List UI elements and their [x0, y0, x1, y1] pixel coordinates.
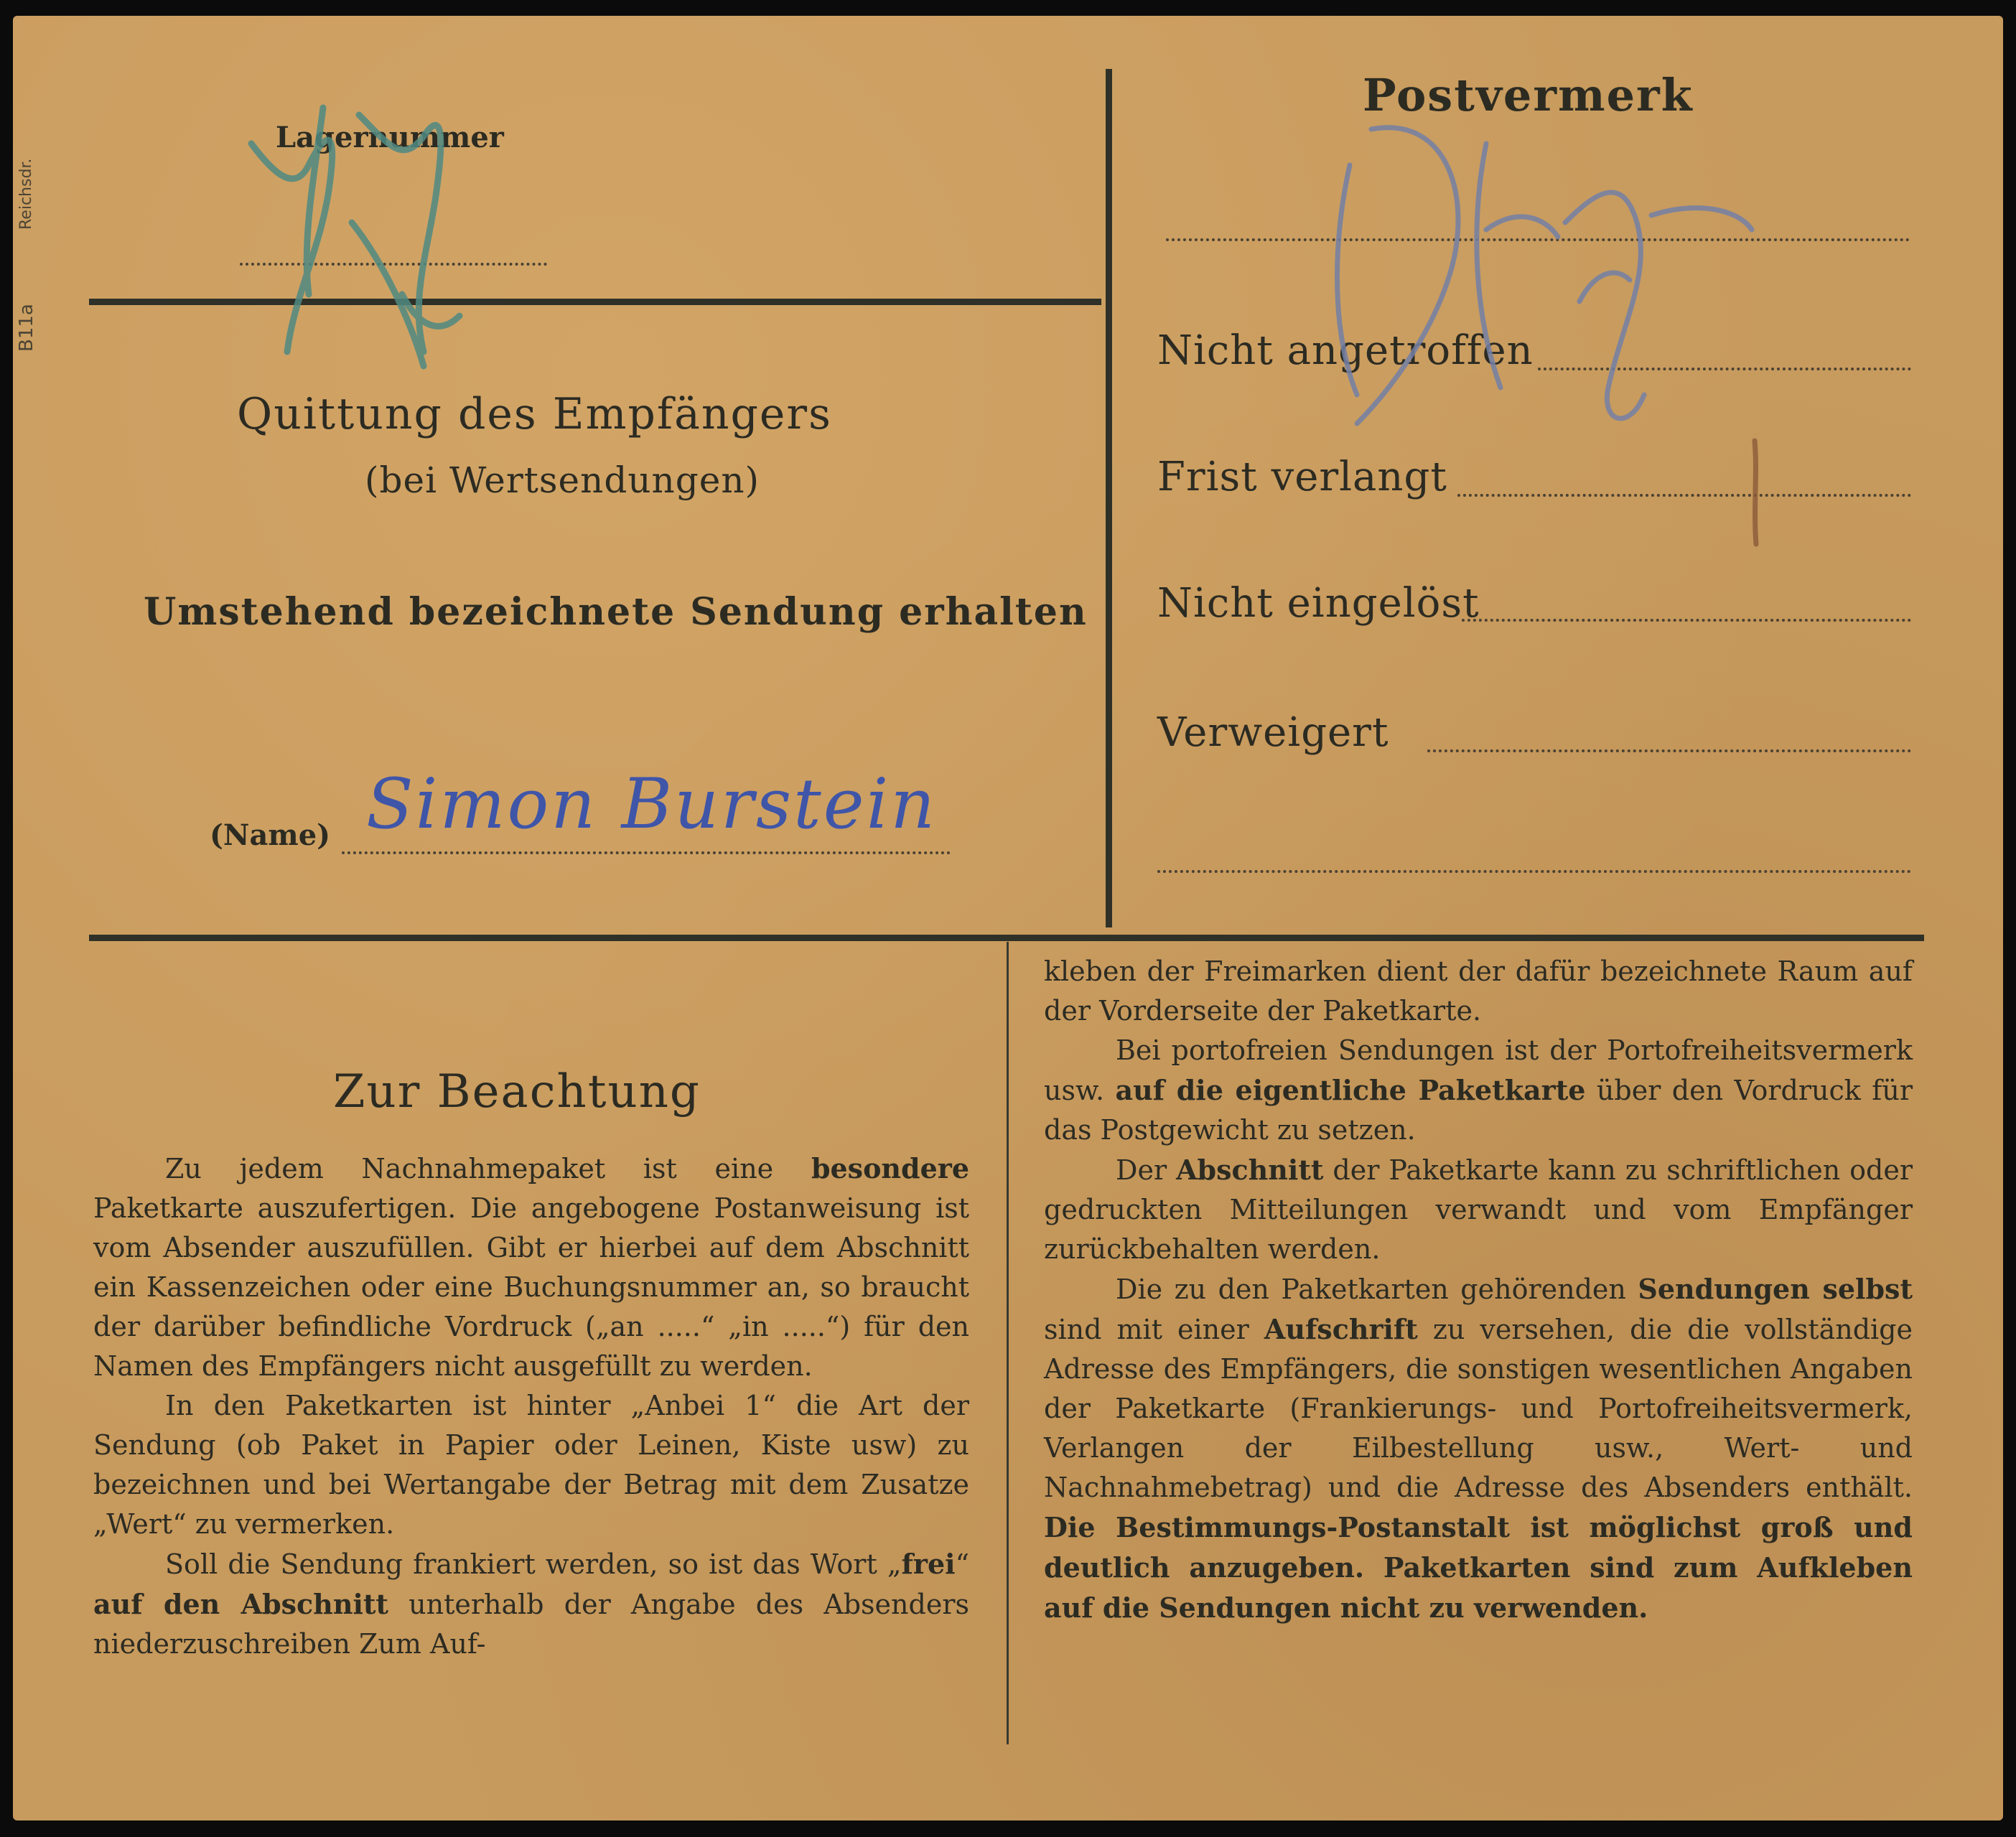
stock-number-handwriting [244, 79, 474, 380]
text-run: unterhalb der Angabe des Absenders niederzuschreiben Zum Auf- [93, 1589, 969, 1660]
emphasized-text: frei [901, 1548, 956, 1580]
emphasized-text: Sendungen selbst [1638, 1273, 1913, 1305]
emphasized-text: Die Bestimmungs-Postanstalt ist möglichst groß und deutlich anzugeben. Paketkarten sind zum Aufkleben auf die Sendungen nicht zu verwenden. [1044, 1511, 1913, 1624]
refused-line [1427, 749, 1911, 752]
name-line [342, 851, 951, 854]
pencil-tick [1740, 436, 1769, 551]
emphasized-text: Abschnitt [1176, 1154, 1324, 1186]
recipient-signature: Simon Burstein [366, 764, 938, 844]
text-run: der Paketkarte kann zu schriftlichen oder gedruckten Mitteilungen verwandt und vom Empfänger zurückbehalten werden. [1044, 1154, 1913, 1265]
refused-label: Verweigert [1157, 709, 1389, 756]
stock-number-label: Lagernummer [276, 121, 504, 154]
emphasized-text: besondere [811, 1152, 969, 1184]
text-run: Der [1116, 1154, 1177, 1186]
notice-left-column [93, 1149, 969, 1664]
notice-right-paragraph [1044, 1031, 1913, 1150]
postal-notes-title: Postvermerk [1363, 69, 1694, 121]
text-run: über den Vordruck für das Postgewicht zu setzen. [1044, 1075, 1913, 1146]
received-statement: Umstehend bezeichnete Sendung erhalten [144, 590, 1088, 634]
bottom-column-divider [1007, 942, 1009, 1744]
middle-rule [89, 935, 1924, 941]
receipt-title: Quittung des Empfängers [237, 389, 832, 439]
text-run: Bei portofreien Sendungen ist der Portofreiheitsvermerk usw. [1044, 1034, 1913, 1106]
not-redeemed-line [1462, 619, 1911, 622]
name-label: (Name) [210, 818, 331, 852]
notice-title: Zur Beachtung [333, 1065, 701, 1118]
notice-right-column [1044, 952, 1913, 1628]
text-run: Zu jedem Nachnahmepaket ist eine [165, 1153, 811, 1184]
deadline-line [1457, 494, 1911, 497]
top-vertical-divider [1106, 69, 1112, 927]
emphasized-text: auf die eigentliche Paketkarte [1115, 1074, 1586, 1106]
emphasized-text: auf den Abschnitt [93, 1588, 388, 1620]
left-top-rule [89, 299, 1101, 305]
notice-right-paragraph [1044, 1269, 1913, 1628]
text-run: Paketkarte auszufertigen. Die angebogene Postanweisung ist vom Absender auszufüllen. Gibt er hierbei auf dem Abschnitt ein Kassenzeichen oder eine Buchungsnummer an, so braucht der darüber befindliche Vordruck („an .....“ „in .....“) für den Namen des Empfängers nicht ausgefüllt zu werden. [93, 1192, 969, 1382]
text-run: Soll die Sendung frankiert werden, so ist das Wort „ [165, 1548, 902, 1580]
notice-right-paragraph [1044, 952, 1913, 1031]
notice-left-paragraph [93, 1544, 969, 1664]
text-run: sind mit einer [1044, 1314, 1264, 1345]
notice-left-paragraph [93, 1386, 969, 1544]
text-run: Die zu den Paketkarten gehörenden [1116, 1273, 1638, 1305]
postal-mark-handwriting [1307, 86, 1766, 459]
notice-right-paragraph [1044, 1150, 1913, 1269]
text-run: kleben der Freimarken dient der dafür bezeichnete Raum auf der Vorderseite der Paketkarte. [1044, 955, 1913, 1027]
extra-note-line [1157, 870, 1911, 873]
printer-mark: Reichsdr. [17, 158, 35, 230]
text-run: zu versehen, die die vollständige Adresse des Empfängers, die sonstigen wesentlichen Angaben der Paketkarte (Frankierungs- und Portofreiheitsvermerk, Verlangen der Eilbestellung usw., Wert- und Nachnahmebetrag) und die Adresse des Absenders enthält. [1044, 1314, 1913, 1503]
emphasized-text: Aufschrift [1264, 1313, 1418, 1345]
not-found-label: Nicht angetroffen [1157, 327, 1534, 374]
receipt-subtitle: (bei Wertsendungen) [365, 459, 760, 501]
form-code: B11a [16, 304, 37, 352]
deadline-label: Frist verlangt [1157, 454, 1447, 500]
text-run: “ [955, 1548, 969, 1580]
not-redeemed-label: Nicht eingelöst [1157, 580, 1480, 627]
notice-left-paragraph [93, 1149, 969, 1386]
text-run: In den Paketkarten ist hinter „Anbei 1“ die Art der Sendung (ob Paket in Papier oder Leinen, Kiste usw) zu bezeichnen und bei Wertangabe der Betrag mit dem Zusatze „Wert“ zu vermerken. [93, 1390, 969, 1540]
